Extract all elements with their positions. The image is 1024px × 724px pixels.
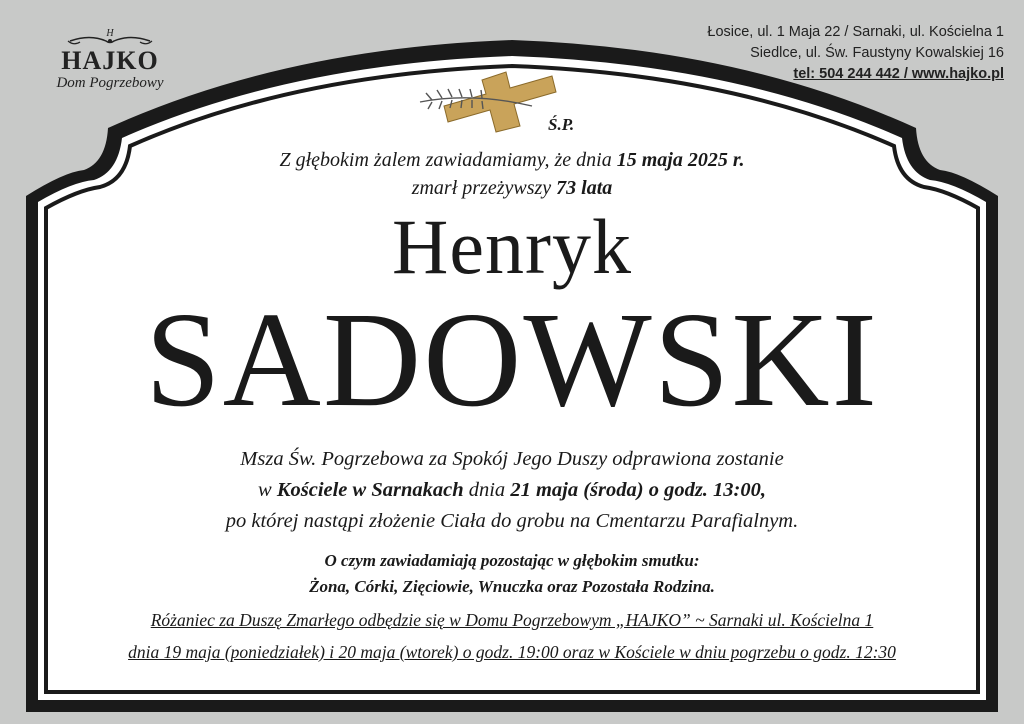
contact-address-1: Łosice, ul. 1 Maja 22 / Sarnaki, ul. Kościelna 1: [707, 24, 1004, 40]
logo-subtitle: Dom Pogrzebowy: [56, 75, 164, 91]
contact-address-2: Siedlce, ul. Św. Faustyny Kowalskiej 16: [750, 45, 1004, 61]
mass-date-time: 21 maja (środa) o godz. 13:00,: [510, 479, 766, 501]
deceased-last-name: SADOWSKI: [145, 285, 879, 435]
mass-text-b: dnia: [463, 479, 511, 501]
mass-line-2: [60, 475, 964, 506]
age: 73 lata: [556, 177, 613, 199]
ornament-icon: [40, 26, 180, 48]
intro-text-2: zmarł przeżywszy: [411, 177, 557, 199]
family-line-2: Żona, Córki, Zięciowie, Wnuczka oraz Pozostała Rodzina.: [309, 577, 715, 596]
funeral-home-logo: [40, 26, 180, 92]
logo-monogram: H: [106, 28, 114, 39]
logo-name: HAJKO: [61, 46, 159, 75]
mass-line-3: po której nastąpi złożenie Ciała do grobu na Cmentarzu Parafialnym.: [225, 510, 799, 532]
rosary-line-1: Różaniec za Duszę Zmarłego odbędzie się w Domu Pogrzebowym „HAJKO” ~ Sarnaki ul. Kościelna 1: [150, 610, 874, 630]
family-line-1: O czym zawiadamiają pozostając w głębokim smutku:: [324, 551, 700, 570]
funeral-mass-info: [60, 444, 964, 537]
rosary-info: [60, 604, 964, 668]
contact-phone-web[interactable]: tel: 504 244 442 / www.hajko.pl: [793, 66, 1004, 82]
death-announcement: [60, 146, 964, 202]
deceased-first-name: Henryk: [392, 203, 632, 290]
family-info: [60, 548, 964, 600]
intro-line-1: [60, 146, 964, 174]
mass-place: Kościele w Sarnakach: [276, 479, 464, 501]
mass-text-a: w: [258, 479, 277, 501]
contact-info: [707, 22, 1004, 85]
mass-line-1: Msza Św. Pogrzebowa za Spokój Jego Duszy odprawiona zostanie: [240, 448, 784, 470]
date-of-death: 15 maja 2025 r.: [616, 149, 745, 171]
intro-text-1: Z głębokim żalem zawiadamiamy, że dnia: [279, 149, 617, 171]
cross-with-palm-branch-icon: [412, 66, 602, 136]
rosary-line-2: dnia 19 maja (poniedziałek) i 20 maja (wtorek) o godz. 19:00 oraz w Kościele w dniu pogrzebu o godz. 12:30: [128, 642, 896, 662]
sp-label: Ś.P.: [548, 115, 575, 134]
intro-line-2: [60, 174, 964, 202]
